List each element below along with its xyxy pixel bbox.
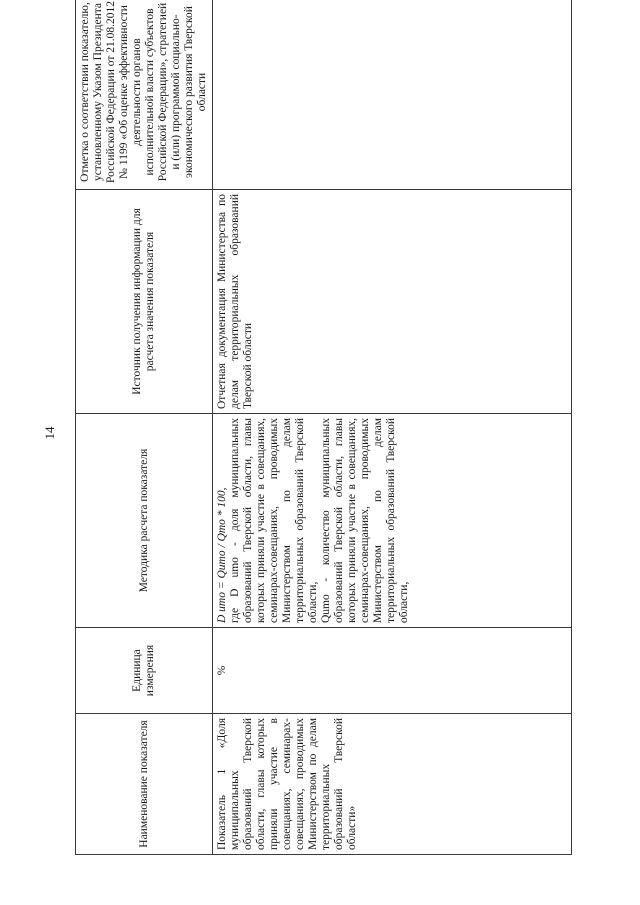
cell-method xyxy=(213,414,572,628)
method-definition-d: где D umo - доля муниципальных образований Тверской области, главы которых приняли участие в совещаниях, семинарах-совещаниях, проводимых Министерством по делам территориальных образований Тверской области, xyxy=(229,418,319,623)
indicator-table xyxy=(75,0,572,855)
cell-compliance-mark xyxy=(213,0,572,190)
method-definition-q: Qumo - количество муниципальных образований Тверской области, главы которых приняли участие в совещаниях, семинарах-совещаниях, проводимых Министерством по делам территориальных образований Тверской области, xyxy=(320,418,410,623)
header-indicator-name: Наименование показателя xyxy=(76,714,213,855)
header-unit: Единица измерения xyxy=(76,628,213,714)
cell-unit: % xyxy=(213,628,572,714)
header-method: Методика расчета показателя xyxy=(76,414,213,628)
table-row xyxy=(213,0,572,855)
cell-source: Отчетная документация Министерства по делам территориальных образований Тверской области xyxy=(213,190,572,414)
cell-indicator-name: Показатель 1 «Доля муниципальных образований Тверской области, главы которых приняли участие в совещаниях, семинарах-совещаниях, проводимых Министерством по делам территориальных образований Тверской области» xyxy=(213,714,572,855)
page-number: 14 xyxy=(42,426,57,440)
method-formula: D umo = Qumo / Qmo * 100, xyxy=(216,487,228,623)
header-compliance-mark: Отметка о соответствии показателю, установленному Указом Президента Российской Федерации от 21.08.2012 № 1199 «Об оценке эффективности деятельности органов исполнительной власти субъектов Российской Федерации», стратегией и (или) программой социально-экономического развития Тверской области xyxy=(76,0,213,190)
header-source: Источник получения информации для расчета значения показателя xyxy=(76,190,213,414)
rotated-table-container xyxy=(75,1,555,855)
table-header-row xyxy=(76,0,213,855)
